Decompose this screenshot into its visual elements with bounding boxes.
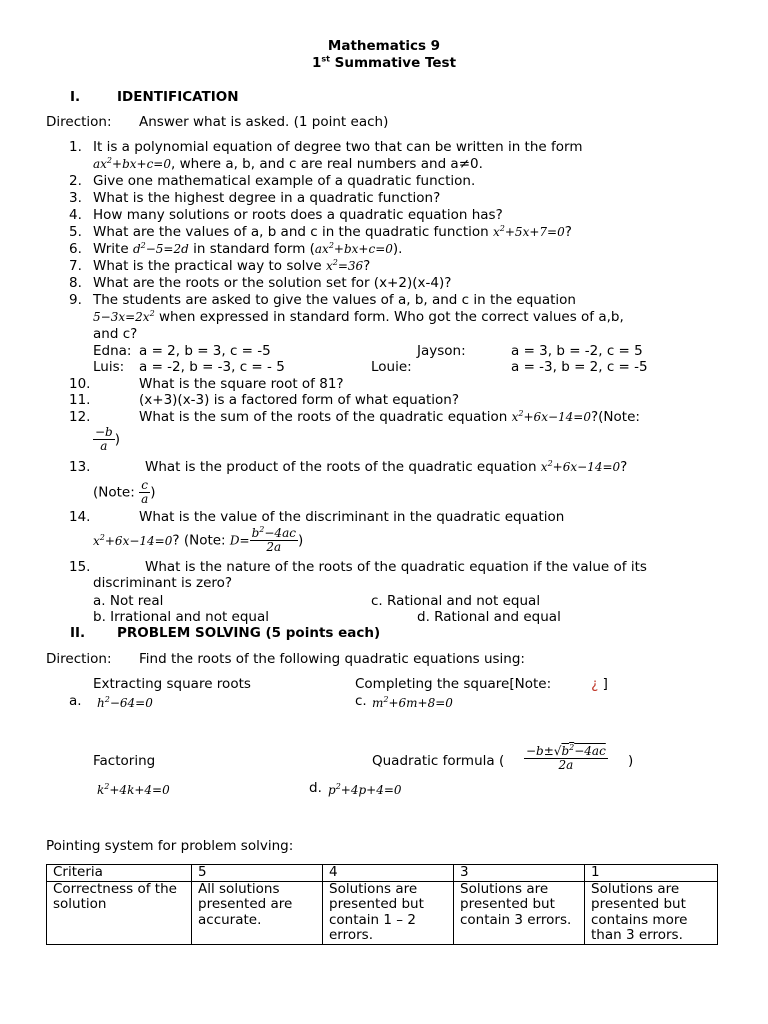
table-cell: Solutions are presented but contains more than 3 errors. — [585, 881, 718, 944]
test-title: 1st Summative Test — [311, 54, 457, 71]
luis-answer: a = -2, b = -3, c = - 5 — [139, 359, 285, 375]
luis-label: Luis: — [93, 359, 125, 375]
option-a: a. Not real — [93, 593, 164, 609]
method-factoring: Factoring — [93, 753, 156, 769]
table-cell: Solutions are presented but contain 1 – 2 errors. — [323, 881, 454, 944]
part1-title: IDENTIFICATION — [117, 89, 239, 105]
q5-text: What are the values of a, b and c in the quadratic function $x^2+5x+7=0$? — [93, 224, 572, 240]
part1-direction-label: Direction: — [46, 114, 112, 130]
q9-text: The students are asked to give the values of a, b, and c in the equation — [93, 292, 576, 308]
q3-text: What is the highest degree in a quadratic function? — [93, 190, 441, 206]
problem-b: $k^2+4k+4=0$ — [97, 782, 170, 797]
q12-text: What is the sum of the roots of the quadratic equation $x^2+6x-14=0?(Note$: — [139, 409, 640, 425]
q1-text-cont: $ax^2+bx+c=0$, where a, b, and c are real numbers and a≠0. — [93, 156, 483, 172]
q2-text: Give one mathematical example of a quadratic function. — [93, 173, 476, 189]
q10-text: What is the square root of 81? — [139, 376, 344, 392]
louie-answer: a = -3, b = 2, c = -5 — [511, 359, 648, 375]
quadratic-formula: $\frac{-b\pm√b^2-4ac}{2a}$ — [526, 743, 606, 772]
q9-text-cont: $5-3x=2x^2$ when expressed in standard form. Who got the correct values of a,b, — [93, 309, 624, 325]
method-extracting: Extracting square roots — [93, 676, 251, 692]
table-header-row — [47, 865, 718, 882]
q13-text: What is the product of the roots of the quadratic equation $x^2+6x-14=0$? — [145, 459, 628, 475]
pointing-title: Pointing system for problem solving: — [46, 838, 294, 854]
q14-equation: $x^2+6x-14=0$? (Note: D= $\frac{b^2-4ac}{2a}$ ) — [93, 525, 304, 554]
table-row — [47, 881, 718, 944]
q4-text: How many solutions or roots does a quadratic equation has? — [93, 207, 503, 223]
jayson-answer: a = 3, b = -2, c = 5 — [511, 343, 643, 359]
table-header-cell: 5 — [192, 865, 323, 882]
q7-text: What is the practical way to solve $x^2=36$? — [93, 258, 371, 274]
option-d: d. Rational and equal — [417, 609, 561, 625]
q1-text: It is a polynomial equation of degree two that can be written in the form — [93, 139, 583, 155]
edna-label: Edna: — [93, 343, 132, 359]
table-header-cell: 4 — [323, 865, 454, 882]
q9-text-end: and c? — [93, 326, 138, 342]
method-completing: Completing the square[Note: ¿ ] — [355, 676, 608, 692]
part2-direction-text: Find the roots of the following quadratic equations using: — [139, 651, 525, 667]
table-header-cell: Criteria — [47, 865, 192, 882]
table-header-cell: 3 — [454, 865, 585, 882]
table-cell: Solutions are presented but contain 3 errors. — [454, 881, 585, 944]
problem-d: $p^2+4p+4=0$ — [328, 782, 402, 797]
option-c: c. Rational and not equal — [371, 593, 541, 609]
edna-answer: a = 2, b = 3, c = -5 — [139, 343, 271, 359]
q6-text: Write $d^2-5=2d$ in standard form $(ax^2+bx+c=0)$. — [93, 241, 403, 257]
q13-note: (Note: $\frac{c}{a}$ ) — [93, 478, 156, 506]
q15-text: What is the nature of the roots of the quadratic equation if the value of its — [145, 559, 647, 575]
table-cell: All solutions presented are accurate. — [192, 881, 323, 944]
page-title: Mathematics 9 — [327, 38, 441, 54]
option-b: b. Irrational and not equal — [93, 609, 269, 625]
part2-number: II. — [70, 625, 86, 641]
jayson-label: Jayson: — [417, 343, 466, 359]
problem-c: $m^2+6m+8=0$ — [372, 695, 453, 710]
q15-text-cont: discriminant is zero? — [93, 575, 233, 591]
part1-number: I. — [70, 89, 81, 105]
q1-number: 1. — [69, 139, 82, 155]
pointing-table — [46, 864, 718, 945]
problem-a: $h^2-64=0$ — [97, 695, 153, 710]
q14-text: What is the value of the discriminant in the quadratic equation — [139, 509, 565, 525]
q8-text: What are the roots or the solution set for (x+2)(x-4)? — [93, 275, 452, 291]
q12-note-formula: $\frac{-b}{a}$ ) — [95, 425, 121, 453]
q11-text: (x+3)(x-3) is a factored form of what equation? — [139, 392, 460, 408]
problem-c-label: c. — [355, 693, 367, 709]
problem-d-label: d. — [309, 780, 322, 796]
part1-direction-text: Answer what is asked. (1 point each) — [139, 114, 389, 130]
part2-direction-label: Direction: — [46, 651, 112, 667]
table-cell: Correctness of the solution — [47, 881, 192, 944]
problem-a-label: a. — [69, 693, 82, 709]
method-quadratic-formula: Quadratic formula ( — [372, 753, 505, 769]
louie-label: Louie: — [371, 359, 412, 375]
table-header-cell: 1 — [585, 865, 718, 882]
part2-title: PROBLEM SOLVING (5 points each) — [117, 625, 381, 641]
